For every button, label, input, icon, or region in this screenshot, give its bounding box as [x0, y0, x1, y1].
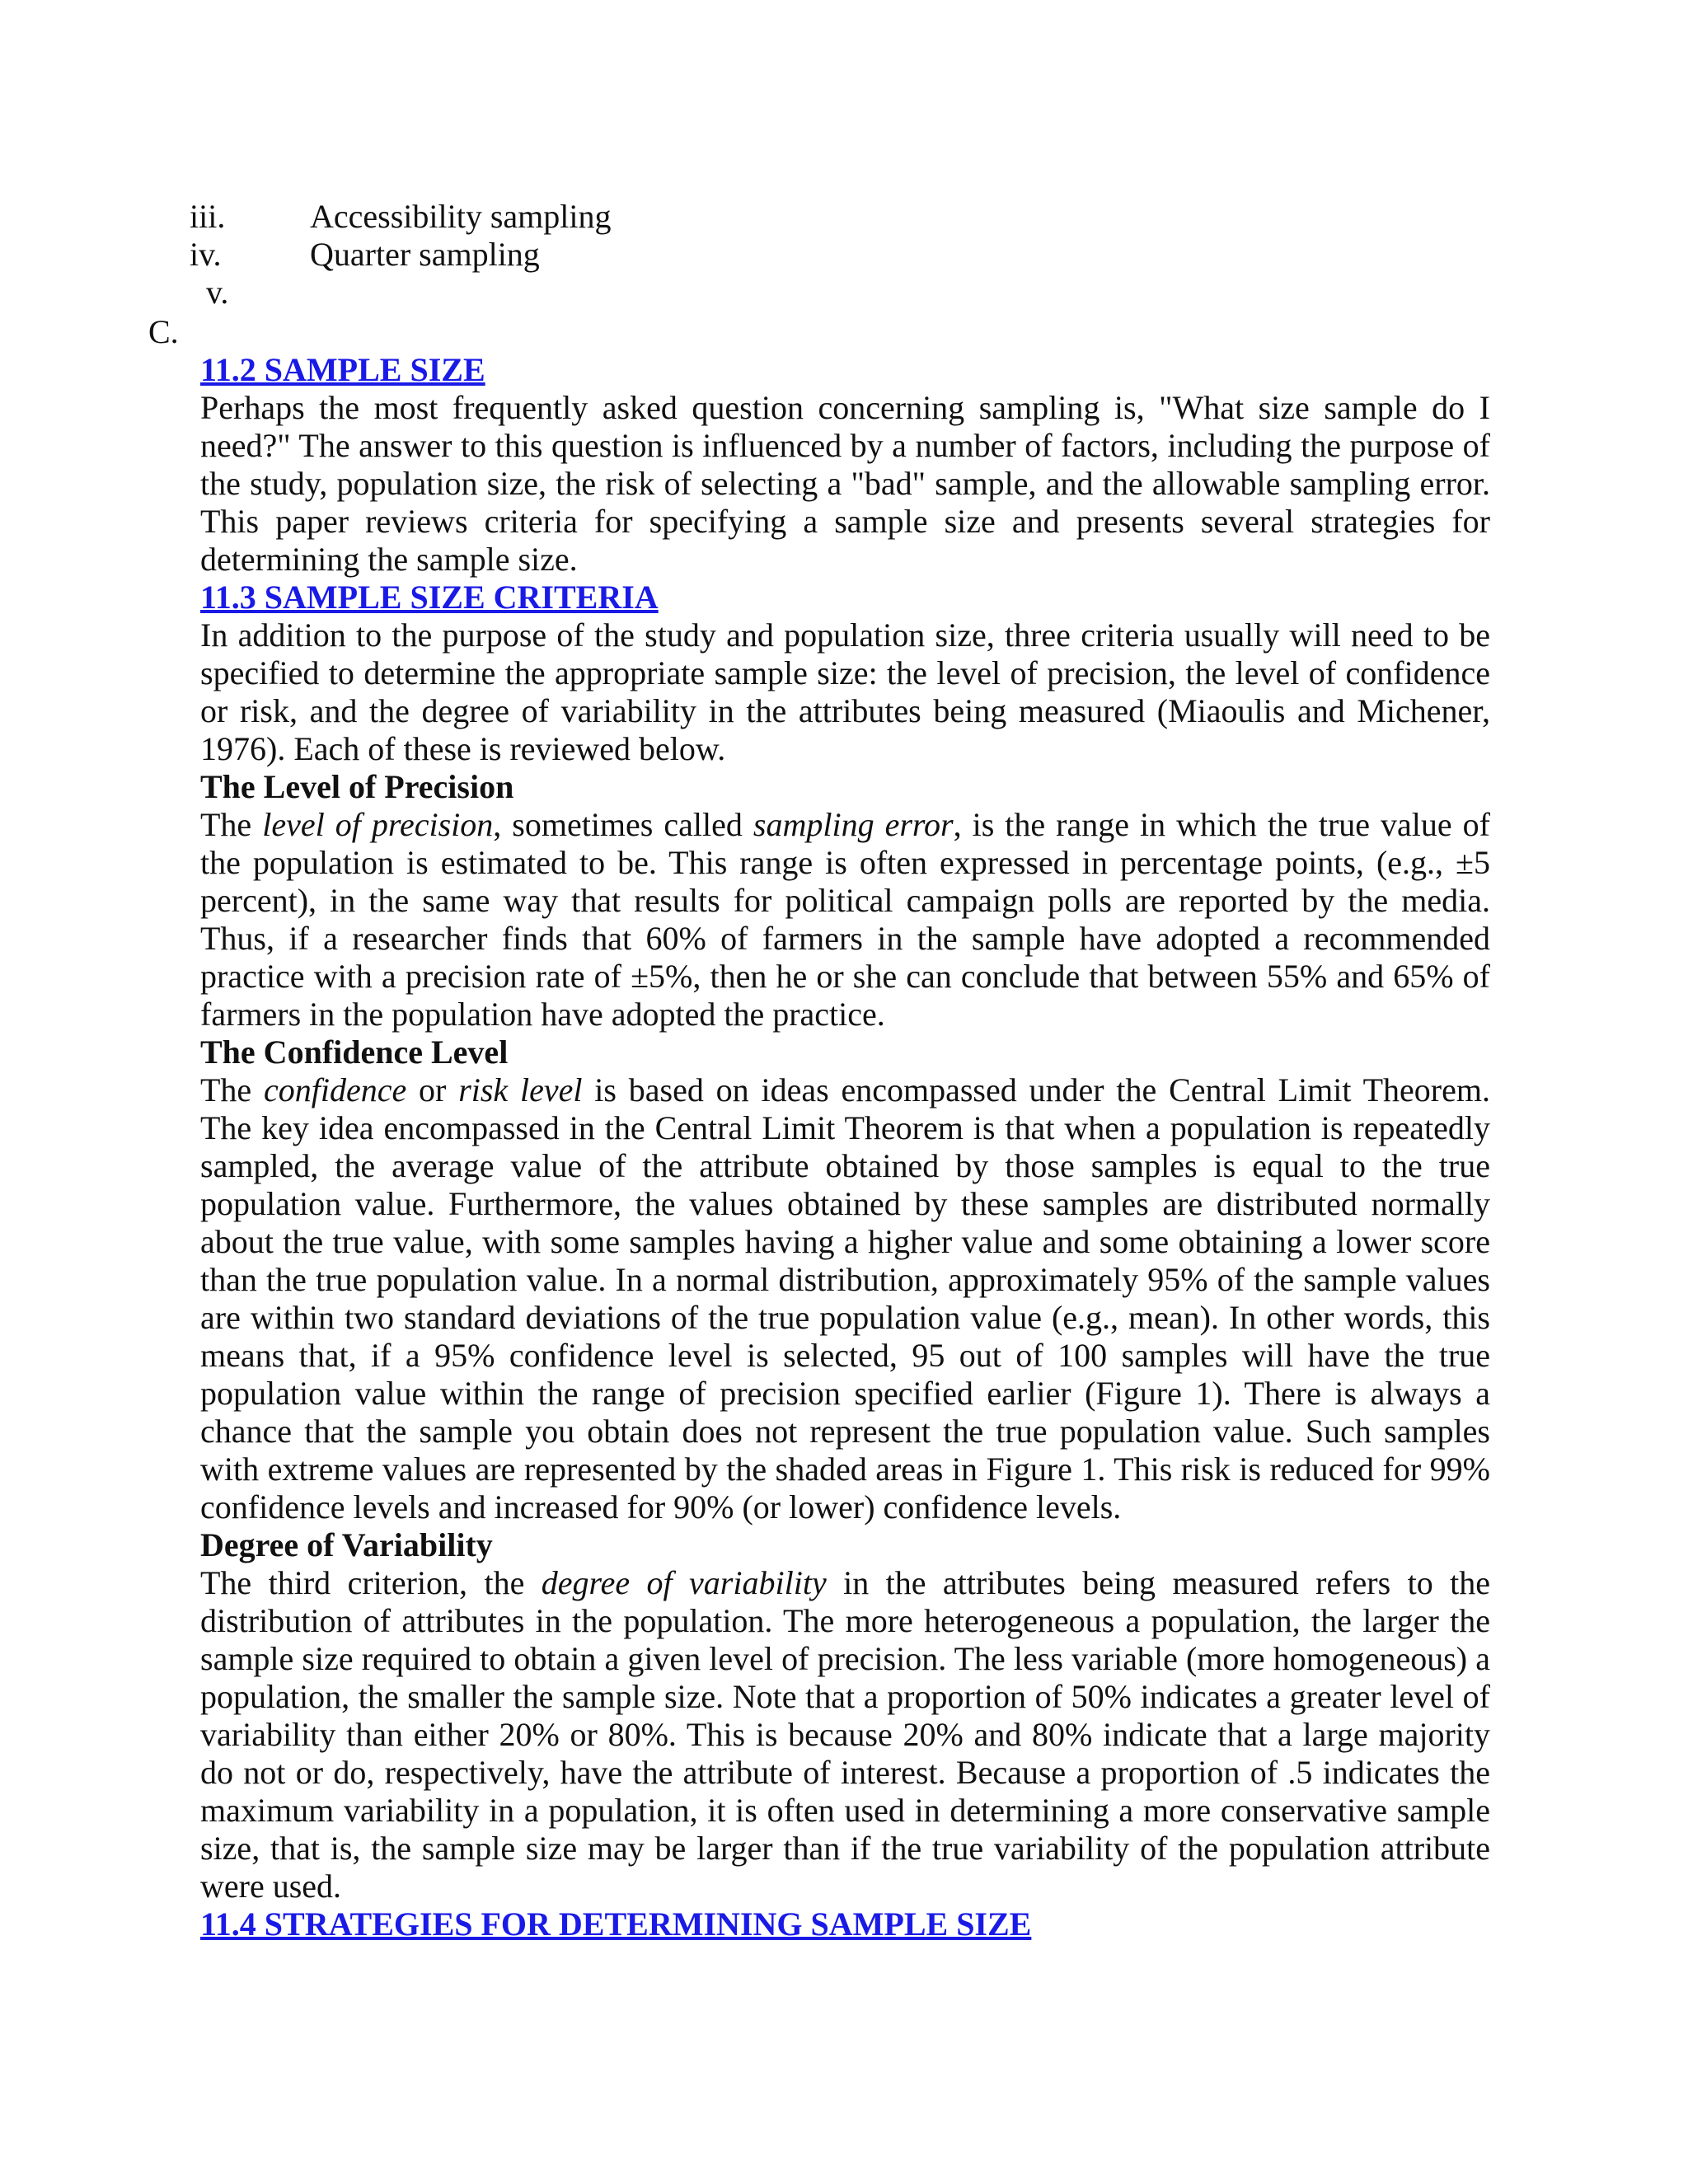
section-heading-sample-size[interactable]: 11.2 SAMPLE SIZE [200, 351, 485, 388]
paragraph-level-of-precision [200, 806, 1490, 1033]
paragraph-degree-of-variability [200, 1564, 1490, 1905]
list-letter: C. [148, 313, 179, 350]
italic-term: degree of variability [541, 1564, 827, 1601]
italic-term: confidence [264, 1071, 407, 1108]
text-run: , is the range in which the true value of the population is estimated to be. This range is often expressed in percentage points, (e.g., ±5 percent), in the same way that results for political campaign polls are reported by the media. Thus, if a researcher finds that 60% of farmers in the sample have adopted a recommended practice with a precision rate of ±5%, then he or she can conclude that between 55% and 65% of farmers in the population have adopted the practice. [200, 806, 1491, 1033]
list-numeral: iv. [190, 236, 222, 273]
subheading-confidence-level: The Confidence Level [200, 1033, 509, 1071]
section-heading-sample-size-criteria[interactable]: 11.3 SAMPLE SIZE CRITERIA [200, 579, 659, 616]
subheading-degree-of-variability: Degree of Variability [200, 1526, 493, 1563]
list-numeral: iii. [190, 198, 226, 235]
text-run: in the attributes being measured refers to the distribution of attributes in the population. The more heterogeneous a population, the larger the sample size required to obtain a given level of precision. The less variable (more homogeneous) a population, the smaller the sample size. Note that a proportion of 50% indicates a greater level of variability than either 20% or 80%. This is because 20% and 80% indicate that a large majority do not or do, respectively, have the attribute of interest. Because a proportion of .5 indicates the maximum variability in a population, it is often used in determining a more conservative sample size, that is, the sample size may be larger than if the true variability of the population attribute were used. [200, 1564, 1490, 1905]
section-heading-strategies[interactable]: 11.4 STRATEGIES FOR DETERMINING SAMPLE SIZE [200, 1905, 1032, 1943]
italic-term: level of precision [262, 806, 494, 843]
italic-term: risk level [458, 1071, 583, 1108]
text-run: The [200, 1071, 264, 1108]
text-run: , sometimes called [493, 806, 753, 843]
subheading-level-of-precision: The Level of Precision [200, 768, 514, 805]
list-item [190, 198, 612, 236]
list-item [190, 236, 612, 274]
list-numeral: v. [206, 274, 229, 311]
text-run: or [406, 1071, 459, 1108]
sampling-list [190, 198, 612, 312]
text-run: is based on ideas encompassed under the Central Limit Theorem. The key idea encompassed in the Central Limit Theorem is that when a population is repeatedly sampled, the average value of the attribute obtained by those samples is equal to the true population value. Furthermore, the values obtained by these samples are distributed normally about the true value, with some samples having a higher value and some obtaining a lower score than the true population value. In a normal distribution, approximately 95% of the sample values are within two standard deviations of the true population value (e.g., mean). In other words, this means that, if a 95% confidence level is selected, 95 out of 100 samples will have the true population value within the range of precision specified earlier (Figure 1). There is always a chance that the sample you obtain does not represent the true population value. Such samples with extreme values are represented by the shaded areas in Figure 1. This risk is reduced for 99% confidence levels and increased for 90% (or lower) confidence levels. [200, 1071, 1490, 1526]
text-run: The third criterion, the [200, 1564, 542, 1601]
paragraph-confidence-level [200, 1071, 1490, 1526]
list-item [190, 274, 612, 312]
text-run: The [200, 806, 263, 843]
italic-term: sampling error [753, 806, 954, 843]
document-body [200, 351, 1490, 1943]
list-item-text: Quarter sampling [310, 236, 540, 273]
paragraph-sample-size-criteria: In addition to the purpose of the study and population size, three criteria usually will need to be specified to determine the appropriate sample size: the level of precision, the level of confidence or risk, and the degree of variability in the attributes being measured (Miaoulis and Michener, 1976). Each of these is reviewed below. [200, 616, 1490, 767]
paragraph-sample-size: Perhaps the most frequently asked question concerning sampling is, "What size sample do I need?" The answer to this question is influenced by a number of factors, including the purpose of the study, population size, the risk of selecting a "bad" sample, and the allowable sampling error. This paper reviews criteria for specifying a sample size and presents several strategies for determining the sample size. [200, 389, 1490, 578]
list-item-text: Accessibility sampling [310, 198, 612, 235]
